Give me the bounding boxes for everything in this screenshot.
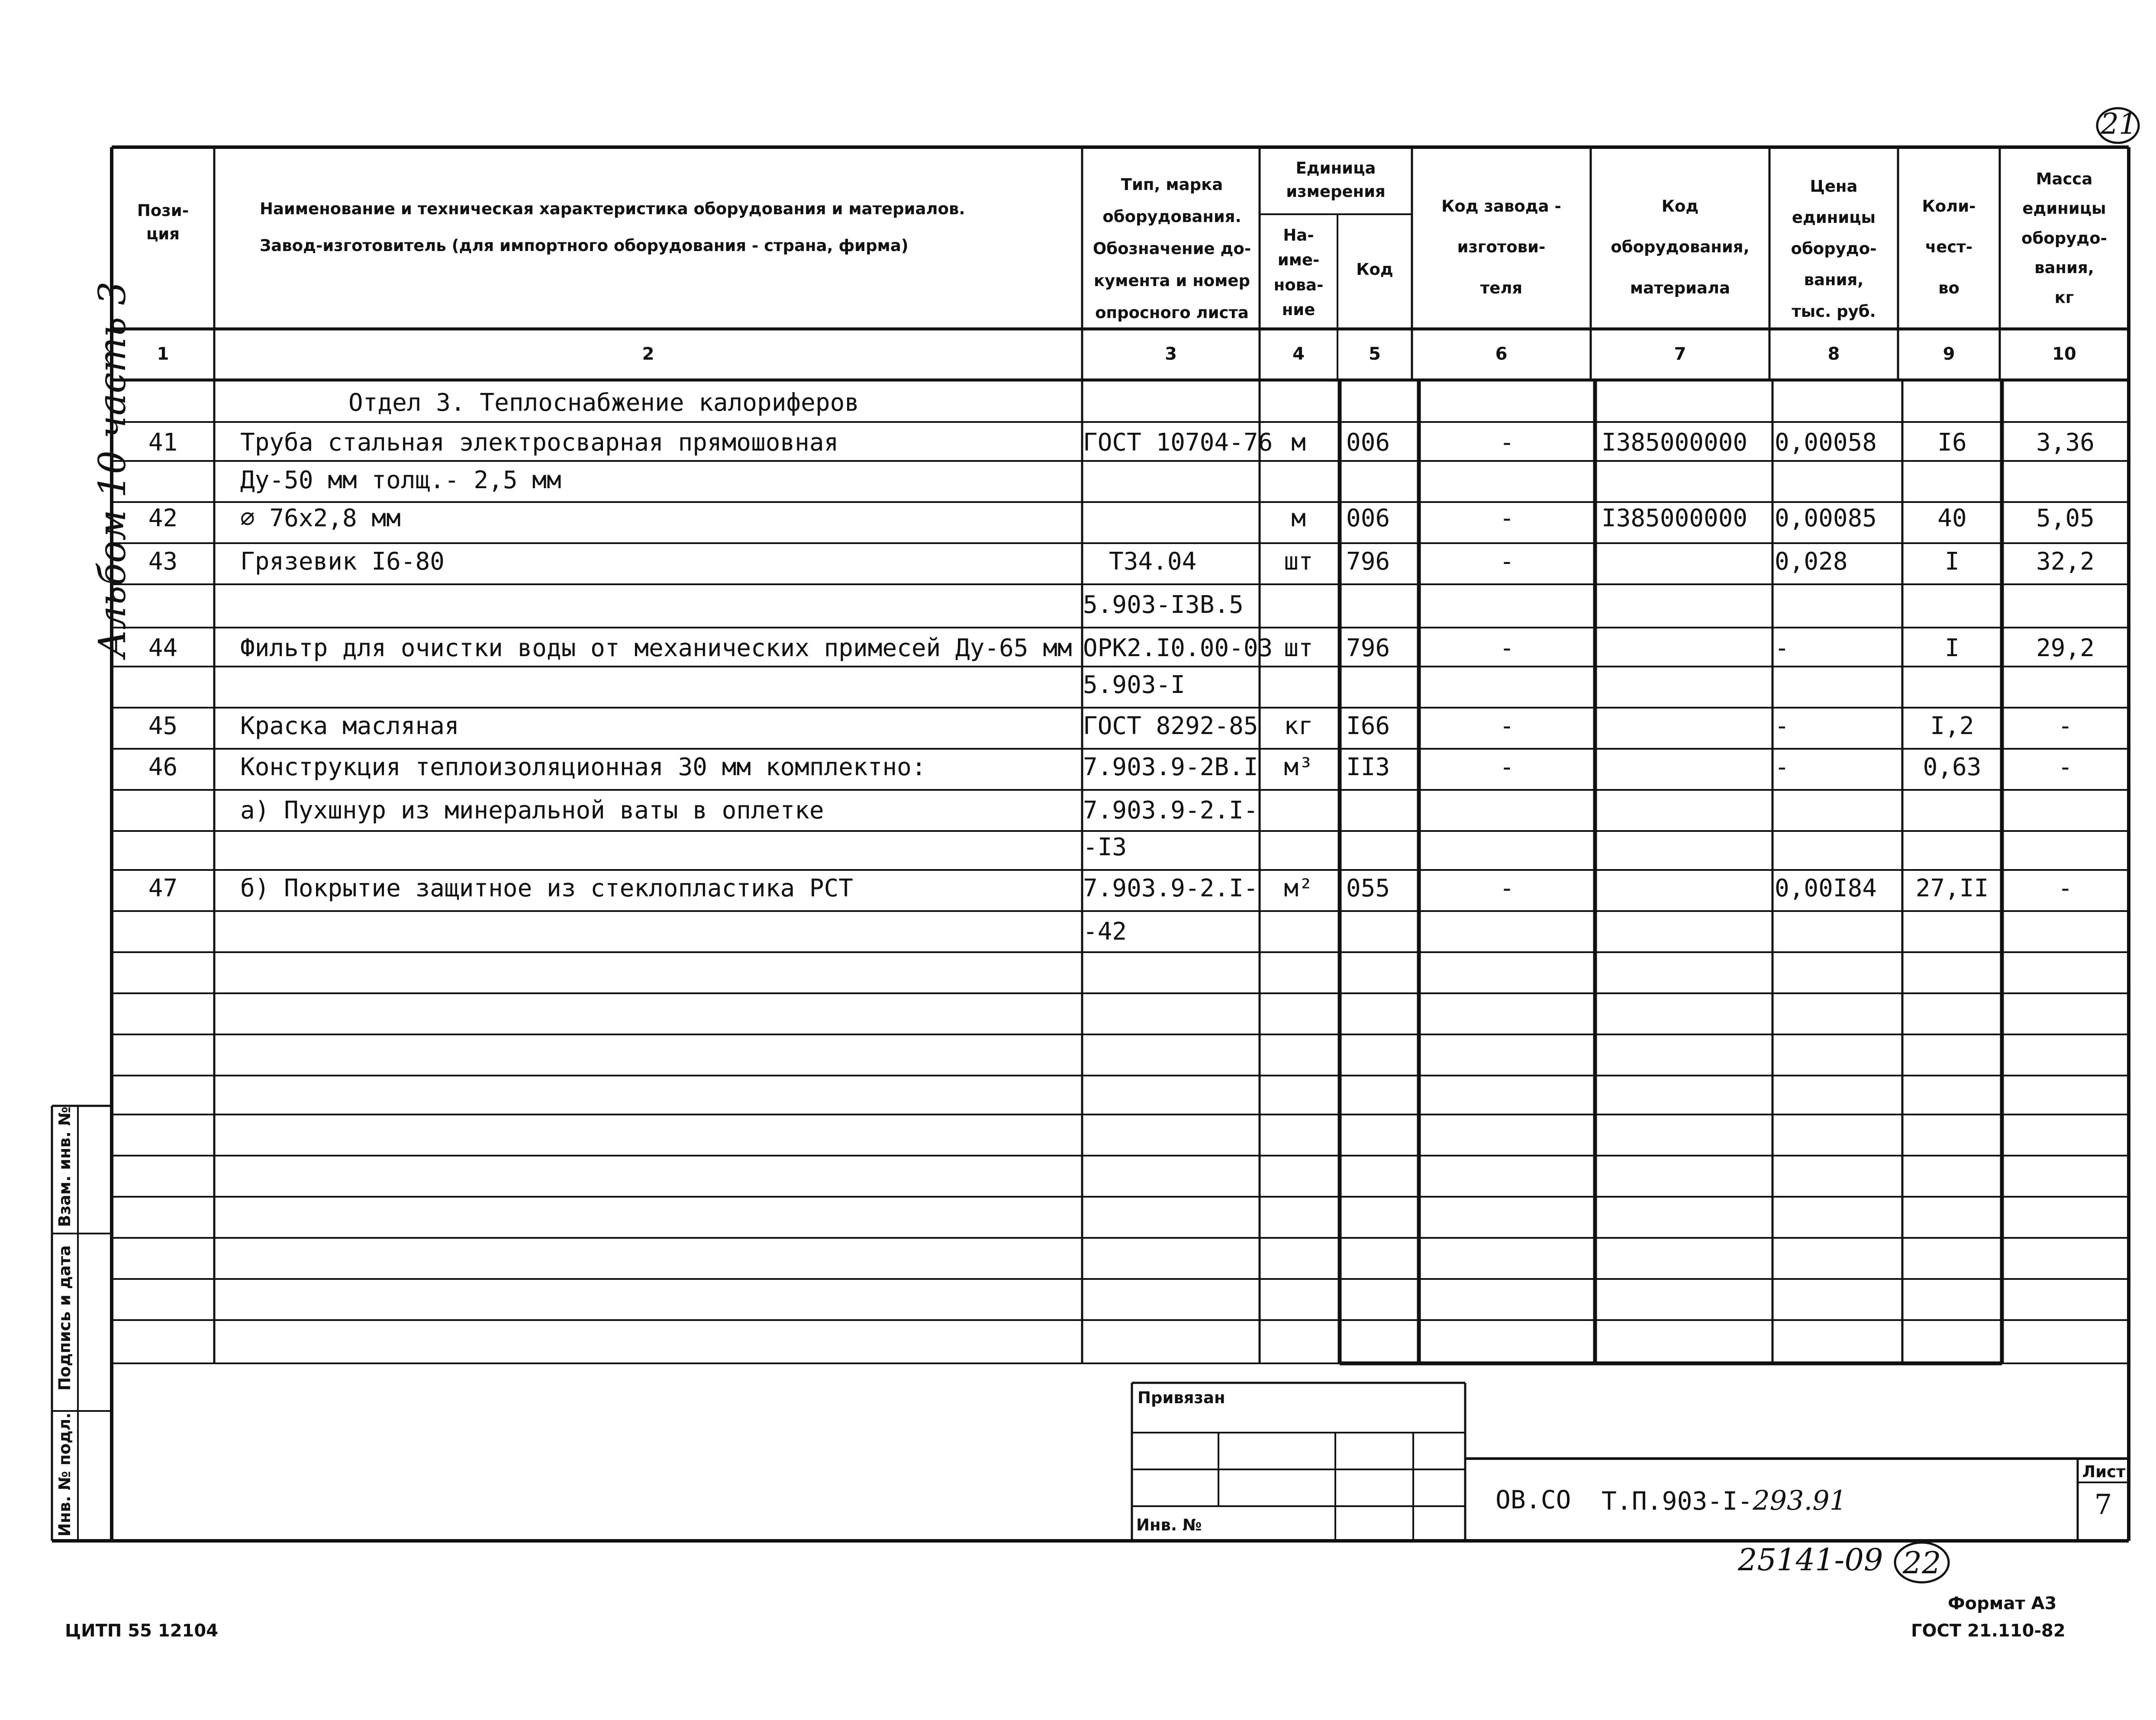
column-number: 7 xyxy=(1674,344,1686,364)
cell-factory: - xyxy=(1499,634,1515,662)
section-title: Отдел 3. Теплоснабжение калориферов xyxy=(348,389,860,417)
cell-qty: 0,63 xyxy=(1923,753,1982,781)
cell-unit: шт xyxy=(1284,548,1313,576)
cell-type: ГОСТ 8292-85 xyxy=(1083,712,1258,740)
cell-type: 7.903.9-2.I- xyxy=(1083,796,1258,825)
cell-name: ∅ 76х2,8 мм xyxy=(240,504,401,532)
cell-type: Т34.04 xyxy=(1109,548,1197,576)
cell-code: 055 xyxy=(1346,874,1390,902)
cell-price: - xyxy=(1775,753,1789,781)
cell-factory: - xyxy=(1499,753,1515,781)
cell-type: -42 xyxy=(1083,918,1127,946)
publisher-label: ЦИТП 55 12104 xyxy=(65,1621,219,1641)
sheet-label: Лист xyxy=(2082,1462,2126,1481)
cell-code: I66 xyxy=(1346,712,1390,740)
column-number: 8 xyxy=(1827,344,1840,364)
cell-price: - xyxy=(1775,634,1789,662)
cell-pos: 42 xyxy=(148,504,178,532)
header-col7: Код оборудования, материала xyxy=(1611,197,1750,297)
cell-name: б) Покрытие защитное из стеклопластика РСТ xyxy=(240,874,854,902)
cell-mass: 29,2 xyxy=(2036,634,2095,662)
cell-pos: 43 xyxy=(148,548,178,576)
cell-code: 796 xyxy=(1346,634,1390,662)
column-number: 9 xyxy=(1943,344,1955,364)
cell-mass: 32,2 xyxy=(2036,548,2095,576)
cell-code: 006 xyxy=(1346,428,1390,457)
cell-pos: 45 xyxy=(148,712,178,740)
cell-pos: 41 xyxy=(148,428,178,457)
cell-factory: - xyxy=(1499,428,1515,457)
column-number: 1 xyxy=(157,344,169,364)
handwritten-circled-number: 22 xyxy=(1902,1545,1941,1581)
album-label: Альбом 10 часть 3 xyxy=(91,281,134,658)
cell-factory: - xyxy=(1499,504,1515,532)
column-number: 10 xyxy=(2052,344,2076,364)
column-number: 5 xyxy=(1369,344,1381,364)
cell-name: Труба стальная электросварная прямошовная xyxy=(240,428,839,457)
header-col3: Тип, марка оборудования. Обозначение до- кумента и номер опросного листа xyxy=(1093,175,1251,322)
format-label: Формат А3 xyxy=(1948,1594,2057,1614)
column-number: 4 xyxy=(1292,344,1305,364)
cell-price: 0,00I84 xyxy=(1775,874,1877,902)
cell-pos: 44 xyxy=(148,634,178,662)
cell-qty: I6 xyxy=(1937,428,1967,457)
cell-name: Краска масляная xyxy=(240,712,459,740)
cell-mat: I385000000 xyxy=(1602,504,1748,532)
cell-code: 006 xyxy=(1346,504,1390,532)
cell-type: 7.903.9-2.I- xyxy=(1083,874,1258,902)
gost-label: ГОСТ 21.110-82 xyxy=(1911,1621,2066,1641)
cell-unit: м³ xyxy=(1284,753,1313,781)
header-col1: Пози- ция xyxy=(137,201,189,243)
sheet-number: 7 xyxy=(2094,1489,2112,1521)
stamp-podpis-data: Подпись и дата xyxy=(55,1245,74,1391)
cell-qty: 27,II xyxy=(1915,874,1989,902)
cell-mass: - xyxy=(2058,753,2073,781)
cell-price: - xyxy=(1775,712,1789,740)
stamp-inv-podl: Инв. № подл. xyxy=(55,1412,74,1537)
cell-name: Грязевик I6-80 xyxy=(240,548,445,576)
cell-name: Фильтр для очистки воды от механических примесей Ду-65 мм xyxy=(240,634,1072,662)
cell-qty: I,2 xyxy=(1930,712,1974,740)
cell-mass: - xyxy=(2058,712,2073,740)
cell-price: 0,028 xyxy=(1775,548,1848,576)
cell-code: II3 xyxy=(1346,753,1390,781)
cell-mat: I385000000 xyxy=(1602,428,1748,457)
doc-number: Т.П.903-I-293.91 xyxy=(1602,1485,1847,1516)
cell-unit: м xyxy=(1291,428,1306,457)
column-number: 6 xyxy=(1495,344,1508,364)
sheet-mark: 21 xyxy=(2101,107,2137,141)
cell-name: а) Пухшнур из минеральной ваты в оплетке xyxy=(240,796,824,825)
header-col5: Код xyxy=(1356,260,1393,279)
cell-factory: - xyxy=(1499,712,1515,740)
header-col2: Наименование и техническая характеристика оборудования и материалов. Завод-изготовитель (для импортного оборудования - страна, фирма) xyxy=(260,200,965,255)
cell-type: ОРК2.I0.00-03 xyxy=(1083,634,1273,662)
cell-type: 5.903-I3В.5 xyxy=(1083,591,1244,619)
header-col10: Масса единицы оборудо- вания, кг xyxy=(2021,170,2107,307)
cell-factory: - xyxy=(1499,874,1515,902)
cell-price: 0,00058 xyxy=(1775,428,1877,457)
cell-qty: I xyxy=(1945,634,1959,662)
header-col6: Код завода - изготови- теля xyxy=(1441,197,1561,297)
stamp-inv-no: Инв. № xyxy=(1136,1516,1202,1534)
cell-unit: кг xyxy=(1284,712,1313,740)
cell-unit: м xyxy=(1291,504,1306,532)
cell-type: 7.903.9-2В.I xyxy=(1083,753,1258,781)
cell-qty: 40 xyxy=(1937,504,1967,532)
header-col4: На- име- нова- ние xyxy=(1273,226,1324,319)
cell-mass: 3,36 xyxy=(2036,428,2095,457)
header-col8: Цена единицы оборудо- вания, тыс. руб. xyxy=(1791,177,1877,321)
handwritten-number: 25141-09 xyxy=(1738,1542,1883,1578)
cell-type: 5.903-I xyxy=(1083,671,1186,699)
cell-qty: I xyxy=(1945,548,1959,576)
header-unit-group: Единица измерения xyxy=(1286,159,1386,201)
cell-pos: 46 xyxy=(148,753,178,781)
cell-code: 796 xyxy=(1346,548,1390,576)
column-number: 2 xyxy=(642,344,654,364)
cell-mass: 5,05 xyxy=(2036,504,2095,532)
column-number: 3 xyxy=(1165,344,1177,364)
cell-type: ГОСТ 10704-76 xyxy=(1083,428,1273,457)
header-col9: Коли- чест- во xyxy=(1922,197,1976,297)
cell-name: Конструкция теплоизоляционная 30 мм комплектно: xyxy=(240,753,926,781)
cell-unit: м² xyxy=(1284,874,1313,902)
stamp-privyazan: Привязан xyxy=(1138,1388,1225,1407)
cell-mass: - xyxy=(2058,874,2073,902)
doc-code: ОВ.СО xyxy=(1495,1485,1571,1514)
cell-name: Ду-50 мм толщ.- 2,5 мм xyxy=(240,466,561,494)
cell-type: -I3 xyxy=(1083,833,1127,861)
cell-unit: шт xyxy=(1284,634,1313,662)
stamp-vzam-inv: Взам. инв. № xyxy=(55,1106,74,1227)
cell-price: 0,00085 xyxy=(1775,504,1877,532)
cell-pos: 47 xyxy=(148,874,178,902)
cell-factory: - xyxy=(1499,548,1515,576)
